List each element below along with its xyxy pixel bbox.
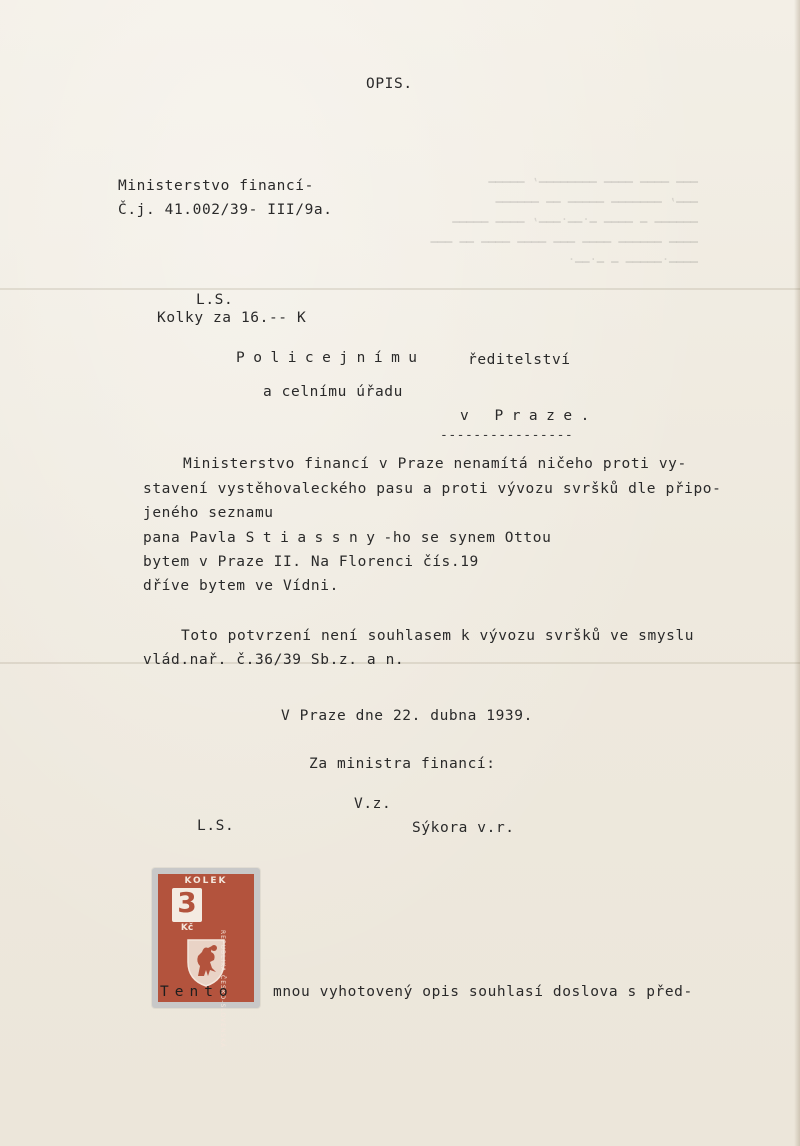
body-line: vlád.nař. č.36/39 Sb.z. a n. xyxy=(143,652,405,668)
addressee-line1b: ředitelství xyxy=(468,352,571,368)
closing-seal-mark: L.S. xyxy=(197,818,235,834)
addressee-line2: a celnímu úřadu xyxy=(263,384,403,400)
revenue-stamp-currency: Kč xyxy=(180,923,194,933)
addressee-underline: ---------------- xyxy=(440,428,574,443)
person-surname: Stiassny xyxy=(245,530,384,546)
certification-line: mnou vyhotovený opis souhlasí doslova s před- xyxy=(273,984,693,1000)
revenue-stamp-face xyxy=(158,874,254,1049)
document-title: OPIS. xyxy=(366,76,413,92)
date-line: V Praze dne 22. dubna 1939. xyxy=(281,708,533,724)
body-line: bytem v Praze II. Na Florenci čís.19 xyxy=(143,554,479,570)
addressee-city: v Praze. xyxy=(460,408,598,424)
reference-number: Č.j. 41.002/39- III/9a. xyxy=(118,202,333,218)
body-line: Ministerstvo financí v Praze nenamítá ničeho proti vy- xyxy=(183,456,687,472)
seal-mark: L.S. xyxy=(196,292,234,308)
ministry-name: Ministerstvo financí- xyxy=(118,178,314,194)
vz-line: V.z. xyxy=(354,796,392,812)
addressee-line1: Policejnímu xyxy=(236,350,426,366)
body-line: jeného seznamu xyxy=(143,505,274,521)
signature-line: Sýkora v.r. xyxy=(412,820,515,836)
body-line: dříve bytem ve Vídni. xyxy=(143,578,339,594)
revenue-stamp-value: 3 xyxy=(177,886,197,919)
bleed-through-text: ▁▁▁ ▁▁▁▁ ▁▁▁▁ ▁▁▁▁▁▁▁▁, ▁▁▁▁▁ ▁▁▁, ▁▁▁▁▁▁▁ ▁▁▁▁▁ ▁▁ ▁▁▁▁▁▁ ▁▁▁▁▁▁ ▁ ▁▁▁▁ ▁.▁▁.▁▁▁, ▁▁▁▁ ▁▁▁▁▁ ▁▁▁▁ ▁▁▁▁▁▁ ▁▁▁▁ ▁▁▁ ▁▁▁▁ ▁▁▁▁ ▁▁ ▁▁▁ ▁▁▁▁.▁▁▁▁▁ ▁ ▁.▁▁. xyxy=(430,169,698,263)
person-suffix: -ho se synem Ottou xyxy=(383,530,552,546)
body-line: stavení vystěhovaleckého pasu a proti vývozu svršků dle připo- xyxy=(143,481,722,497)
person-prefix: pana Pavla xyxy=(143,530,246,546)
certification-lead-word: Tento xyxy=(160,984,234,1000)
paper-fold xyxy=(0,288,800,290)
revenue-stamp-side-text: REPUBLIKA ČESKO-SLOVENSKÁ xyxy=(219,930,226,1049)
body-line-person xyxy=(143,530,551,546)
fee-stamps-line: Kolky za 16.-- K xyxy=(157,310,307,326)
body-line: Toto potvrzení není souhlasem k vývozu svršků ve smyslu xyxy=(181,628,695,644)
revenue-stamp-top-text: KOLEK xyxy=(184,876,228,886)
paper-edge xyxy=(794,0,800,1146)
for-minister-line: Za ministra financí: xyxy=(309,756,496,772)
